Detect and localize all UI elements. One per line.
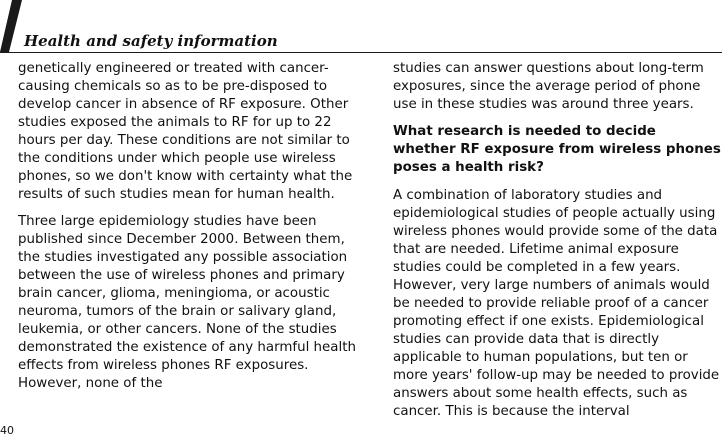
body-paragraph: A combination of laboratory studies and epidemiological studies of people actually using wireless phones would provide some of the data that are needed. Lifetime animal exposure studies could be completed in a few years. However, very large numbers of animals would be needed to provide reliable proof of a cancer promoting effect if one exists. Epidemiological studies can provide data that is directly applicable to human populations, but ten or more years' follow-up may be needed to provide answers about some health effects, such as cancer. This is because the interval xyxy=(393,188,720,419)
header-divider xyxy=(0,52,722,53)
body-paragraph: studies can answer questions about long-term exposures, since the average period of phone use in these studies was around three years. xyxy=(393,61,704,112)
body-paragraph: Three large epidemiology studies have been published since December 2000. Between them, the studies investigated any possible association between the use of wireless phones and primary brain cancer, glioma, meningioma, or acoustic neuroma, tumors of the brain or salivary gland, leukemia, or other cancers. None of the studies demonstrated the existence of any harmful health effects from wireless phones RF exposures. However, none of the xyxy=(18,214,356,391)
left-column xyxy=(18,60,356,402)
section-title: Health and safety information xyxy=(24,32,278,50)
page-number: 40 xyxy=(0,424,14,437)
header-slash-mark xyxy=(0,0,22,52)
body-paragraph: genetically engineered or treated with cancer-causing chemicals so as to be pre-disposed to develop cancer in absence of RF exposure. Other studies exposed the animals to RF for up to 22 hours per day. These conditions are not similar to the conditions under which people use wireless phones, so we don't know with certainty what the results of such studies mean for human health. xyxy=(18,61,353,202)
right-column xyxy=(393,60,721,430)
section-heading: What research is needed to decide whether RF exposure from wireless phones poses a health risk? xyxy=(393,124,721,175)
